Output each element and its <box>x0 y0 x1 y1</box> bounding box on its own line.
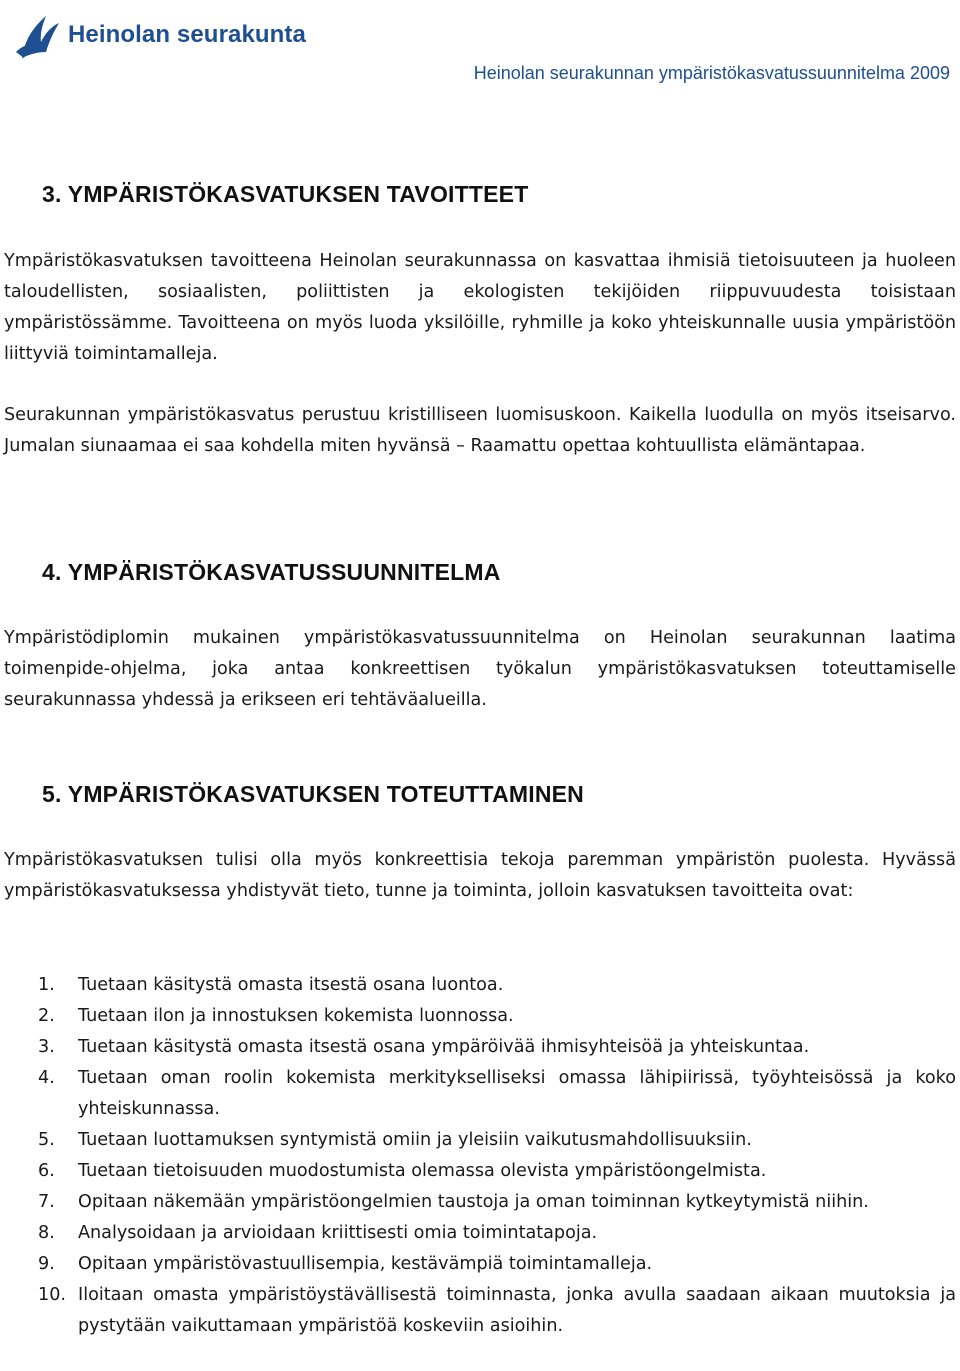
list-item <box>4 1249 956 1280</box>
list-item-text: Tuetaan käsitystä omasta itsestä osana ympäröivää ihmisyhteisöä ja yhteiskuntaa. <box>78 1037 810 1057</box>
list-marker: 1. <box>38 975 55 995</box>
section-heading-4 <box>42 559 501 586</box>
list-item <box>4 1156 956 1187</box>
list-item <box>4 970 956 1001</box>
section-number: 5. <box>42 781 62 807</box>
section-number: 4. <box>42 559 62 585</box>
section-title: YMPÄRISTÖKASVATUKSEN TAVOITTEET <box>67 181 529 207</box>
list-item-text: Tuetaan ilon ja innostuksen kokemista luonnossa. <box>78 1006 514 1026</box>
section-3-paragraph-1: Ympäristökasvatuksen tavoitteena Heinolan seurakunnassa on kasvattaa ihmisiä tietoisuuteen ja huoleen taloudellisten, sosiaalisten, poliittisten ja ekologisten tekijöiden riippuvuudesta toisistaan ympäristössämme. Tavoitteena on myös luoda yksilöille, ryhmille ja koko yhteiskunnalle uusia ympäristöön liittyviä toimintamalleja. <box>4 251 956 364</box>
list-item-text: Opitaan näkemään ympäristöongelmien taustoja ja oman toiminnan kytkeytymistä niihin. <box>78 1192 869 1212</box>
list-item <box>4 1280 956 1342</box>
list-item-text: Tuetaan oman roolin kokemista merkitykselliseksi omassa lähipiirissä, työyhteisössä ja koko yhteiskunnassa. <box>78 1068 956 1119</box>
list-item-text: Iloitaan omasta ympäristöystävällisestä toiminnasta, jonka avulla saadaan aikaan muutoksia ja pystytään vaikuttamaan ympäristöä koskeviin asioihin. <box>78 1285 956 1336</box>
list-marker: 5. <box>38 1130 55 1150</box>
list-item-text: Analysoidaan ja arvioidaan kriittisesti omia toimintatapoja. <box>78 1223 598 1243</box>
section-5-paragraph-1: Ympäristökasvatuksen tulisi olla myös konkreettisia tekoja paremman ympäristön puolesta. Hyvässä ympäristökasvatuksessa yhdistyvät tieto, tunne ja toiminta, jolloin kasvatuksen tavoitteita ovat: <box>4 850 956 901</box>
goals-list <box>4 970 956 1342</box>
document-title: Heinolan seurakunnan ympäristökasvatussuunnitelma 2009 <box>473 63 950 83</box>
section-number: 3. <box>42 181 62 207</box>
org-logo <box>12 4 306 64</box>
list-marker: 6. <box>38 1161 55 1181</box>
dove-logo-icon <box>12 6 62 62</box>
section-3-paragraph-2: Seurakunnan ympäristökasvatus perustuu kristilliseen luomisuskoon. Kaikella luodulla on myös itseisarvo. Jumalan siunaamaa ei saa kohdella miten hyvänsä – Raamattu opettaa kohtuullista elämäntapaa. <box>4 405 956 456</box>
list-marker: 2. <box>38 1006 55 1026</box>
list-marker: 8. <box>38 1223 55 1243</box>
section-heading-3 <box>42 181 528 208</box>
list-item-text: Opitaan ympäristövastuullisempia, kestävämpiä toimintamalleja. <box>78 1254 653 1274</box>
list-item-text: Tuetaan tietoisuuden muodostumista olemassa olevista ympäristöongelmista. <box>78 1161 767 1181</box>
org-name: Heinolan seurakunta <box>68 21 306 48</box>
list-item <box>4 1125 956 1156</box>
list-item <box>4 1001 956 1032</box>
list-item-text: Tuetaan käsitystä omasta itsestä osana luontoa. <box>78 975 504 995</box>
list-item <box>4 1218 956 1249</box>
section-4-paragraph-1: Ympäristödiplomin mukainen ympäristökasvatussuunnitelma on Heinolan seurakunnan laatima toimenpide-ohjelma, joka antaa konkreettisen työkalun ympäristökasvatuksen toteuttamiselle seurakunnassa yhdessä ja erikseen eri tehtäväalueilla. <box>4 628 956 710</box>
list-item <box>4 1063 956 1125</box>
list-marker: 7. <box>38 1192 55 1212</box>
section-title: YMPÄRISTÖKASVATUKSEN TOTEUTTAMINEN <box>67 781 584 807</box>
list-item <box>4 1032 956 1063</box>
section-heading-5 <box>42 781 584 808</box>
list-item <box>4 1187 956 1218</box>
list-marker: 4. <box>38 1068 55 1088</box>
list-marker: 3. <box>38 1037 55 1057</box>
list-marker: 9. <box>38 1254 55 1274</box>
list-marker: 10. <box>38 1285 66 1305</box>
list-item-text: Tuetaan luottamuksen syntymistä omiin ja yleisiin vaikutusmahdollisuuksiin. <box>78 1130 752 1150</box>
section-title: YMPÄRISTÖKASVATUSSUUNNITELMA <box>67 559 501 585</box>
